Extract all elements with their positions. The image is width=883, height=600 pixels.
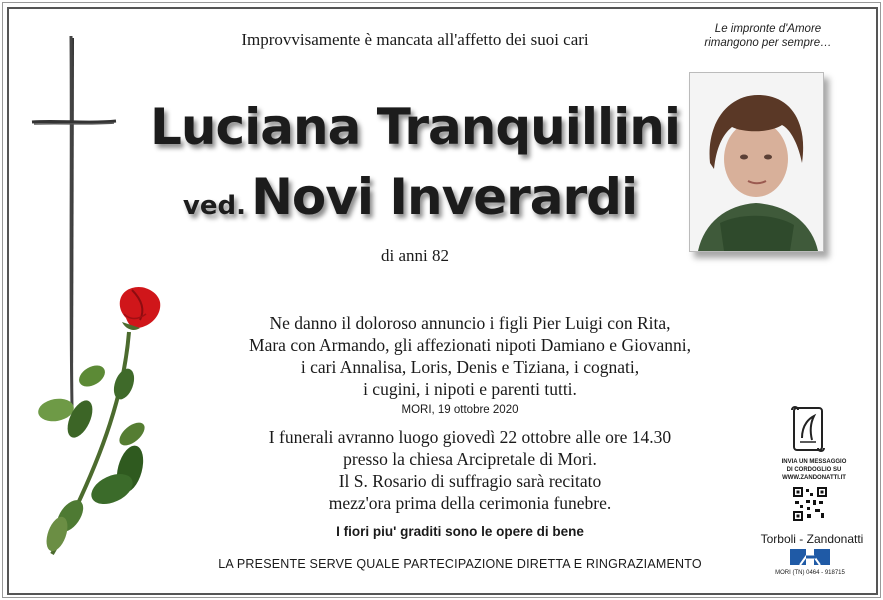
announcement-line: i cugini, i nipoti e parenti tutti. xyxy=(363,379,577,399)
intro-text: Improvvisamente è mancata all'affetto dei suoi cari xyxy=(241,30,589,49)
announcement-line: i cari Annalisa, Loris, Denis e Tiziana, i cognati, xyxy=(300,357,640,377)
portrait-photo xyxy=(689,72,824,252)
condolence-link[interactable]: WWW.ZANDONATTI.IT xyxy=(782,475,846,481)
funeral-line: I funerali avranno luogo giovedì 22 ottobre alle ore 14.30 xyxy=(268,427,672,447)
condolence-line: DI CORDOGLIO SU xyxy=(786,467,842,473)
funeral-line: presso la chiesa Arcipretale di Mori. xyxy=(343,449,597,469)
age-text: di anni 82 xyxy=(381,246,449,265)
place-date: MORI, 19 ottobre 2020 xyxy=(401,404,519,416)
flowers-note: I fiori piu' graditi sono le opere di bene xyxy=(336,524,584,539)
widow-prefix: ved. xyxy=(182,191,246,221)
footer-note: LA PRESENTE SERVE QUALE PARTECIPAZIONE DIRETTA E RINGRAZIAMENTO xyxy=(218,557,702,571)
motto xyxy=(688,22,848,50)
announcement-line: Mara con Armando, gli affezionati nipoti Damiano e Giovanni, xyxy=(249,335,691,355)
funeral-line: mezz'ora prima della cerimonia funebre. xyxy=(328,493,612,513)
announcement-line: Ne danno il doloroso annuncio i figli Pier Luigi con Rita, xyxy=(269,313,671,333)
funeral-line: Il S. Rosario di suffragio sarà recitato xyxy=(338,471,602,491)
motto-line: rimangono per sempre… xyxy=(704,37,832,49)
funeral-details xyxy=(200,426,740,514)
agency-logo-icon xyxy=(790,547,832,567)
deceased-married-name xyxy=(140,168,680,226)
agency-name: Torboli - Zandonatti xyxy=(760,532,864,546)
condolence-message xyxy=(768,458,860,482)
married-surname: Novi Inverardi xyxy=(251,168,638,226)
qr-code-icon[interactable] xyxy=(793,487,827,521)
motto-line: Le impronte d'Amore xyxy=(714,23,822,35)
condolence-line: INVIA UN MESSAGGIO xyxy=(781,459,847,465)
scroll-logo-icon xyxy=(788,404,828,454)
deceased-name: Luciana Tranquillini xyxy=(150,98,680,156)
red-rose-icon xyxy=(32,284,167,562)
announcement-text xyxy=(200,312,740,400)
agency-contact: MORI (TN) 0464 - 918715 xyxy=(775,570,845,576)
